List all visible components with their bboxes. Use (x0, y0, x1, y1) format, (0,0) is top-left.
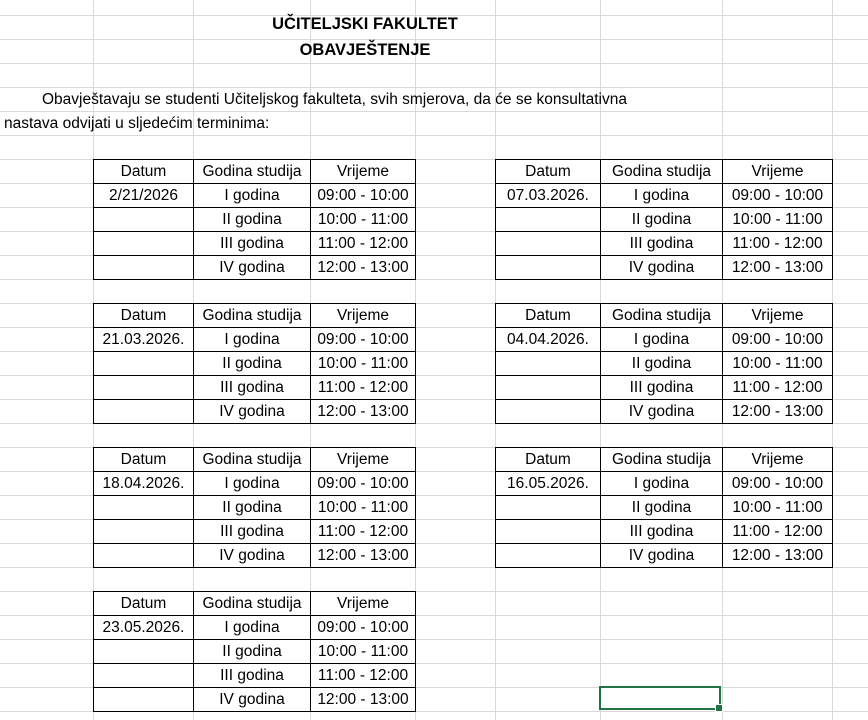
year-cell[interactable]: I godina (194, 328, 311, 352)
time-cell[interactable]: 09:00 - 10:00 (723, 472, 833, 496)
date-cell[interactable] (94, 376, 194, 400)
date-cell[interactable]: 23.05.2026. (94, 616, 194, 640)
time-cell[interactable]: 12:00 - 13:00 (311, 688, 416, 712)
date-cell[interactable] (94, 544, 194, 568)
date-cell[interactable]: 2/21/2026 (94, 184, 194, 208)
column-header[interactable]: Datum (94, 448, 194, 472)
table-row (496, 496, 833, 520)
table-row (94, 688, 416, 712)
time-cell[interactable]: 11:00 - 12:00 (311, 520, 416, 544)
table-row (496, 184, 833, 208)
schedule-table (495, 303, 833, 424)
date-cell[interactable]: 04.04.2026. (496, 328, 601, 352)
fill-handle[interactable] (715, 704, 723, 712)
table-row (94, 640, 416, 664)
date-cell[interactable] (496, 232, 601, 256)
date-cell[interactable] (496, 496, 601, 520)
table-row (94, 400, 416, 424)
year-cell[interactable]: IV godina (601, 256, 723, 280)
table-header-row (496, 304, 833, 328)
time-cell[interactable]: 09:00 - 10:00 (723, 328, 833, 352)
time-cell[interactable]: 11:00 - 12:00 (311, 664, 416, 688)
date-cell[interactable] (94, 664, 194, 688)
time-cell[interactable]: 09:00 - 10:00 (311, 472, 416, 496)
table-row (496, 352, 833, 376)
year-cell[interactable]: IV godina (194, 256, 311, 280)
date-cell[interactable]: 18.04.2026. (94, 472, 194, 496)
time-cell[interactable]: 11:00 - 12:00 (311, 232, 416, 256)
table-row (496, 544, 833, 568)
column-header[interactable]: Vrijeme (723, 448, 833, 472)
time-cell[interactable]: 11:00 - 12:00 (723, 520, 833, 544)
column-header[interactable]: Godina studija (194, 592, 311, 616)
year-cell[interactable]: II godina (194, 352, 311, 376)
time-cell[interactable]: 09:00 - 10:00 (311, 184, 416, 208)
date-cell[interactable] (496, 256, 601, 280)
year-cell[interactable]: II godina (601, 352, 723, 376)
time-cell[interactable]: 10:00 - 11:00 (311, 640, 416, 664)
time-cell[interactable]: 10:00 - 11:00 (311, 352, 416, 376)
date-cell[interactable] (94, 640, 194, 664)
column-header[interactable]: Datum (94, 592, 194, 616)
notice-paragraph-line2: nastava odvijati u sljedećim terminima: (4, 115, 270, 132)
year-cell[interactable]: I godina (601, 472, 723, 496)
year-cell[interactable]: IV godina (194, 688, 311, 712)
column-header[interactable]: Godina studija (194, 304, 311, 328)
year-cell[interactable]: I godina (194, 184, 311, 208)
date-cell[interactable] (496, 352, 601, 376)
year-cell[interactable]: II godina (601, 496, 723, 520)
time-cell[interactable]: 09:00 - 10:00 (311, 328, 416, 352)
date-cell[interactable] (496, 544, 601, 568)
column-header[interactable]: Datum (496, 160, 601, 184)
column-header[interactable]: Vrijeme (311, 592, 416, 616)
date-cell[interactable] (94, 208, 194, 232)
column-header[interactable]: Vrijeme (723, 304, 833, 328)
year-cell[interactable]: III godina (194, 232, 311, 256)
date-cell[interactable] (94, 520, 194, 544)
schedule-table (495, 159, 833, 280)
schedule-table (93, 447, 416, 568)
time-cell[interactable]: 10:00 - 11:00 (723, 352, 833, 376)
time-cell[interactable]: 12:00 - 13:00 (311, 256, 416, 280)
column-header[interactable]: Vrijeme (311, 448, 416, 472)
column-header[interactable]: Godina studija (194, 448, 311, 472)
time-cell[interactable]: 10:00 - 11:00 (311, 208, 416, 232)
schedule-table (93, 591, 416, 712)
table-header-row (496, 160, 833, 184)
column-header[interactable]: Datum (94, 304, 194, 328)
time-cell[interactable]: 12:00 - 13:00 (311, 544, 416, 568)
schedule-table (93, 159, 416, 280)
year-cell[interactable]: IV godina (194, 400, 311, 424)
table-row (496, 232, 833, 256)
table-header-row (94, 304, 416, 328)
table-row (94, 544, 416, 568)
time-cell[interactable]: 12:00 - 13:00 (723, 400, 833, 424)
table-row (94, 352, 416, 376)
table-row (94, 184, 416, 208)
sheet-subtitle: OBAVJEŠTENJE (299, 41, 431, 59)
column-header[interactable]: Datum (496, 304, 601, 328)
table-row (94, 472, 416, 496)
table-row (94, 232, 416, 256)
time-cell[interactable]: 10:00 - 11:00 (723, 496, 833, 520)
table-row (496, 376, 833, 400)
table-row (496, 256, 833, 280)
time-cell[interactable]: 12:00 - 13:00 (723, 544, 833, 568)
date-cell[interactable] (94, 232, 194, 256)
date-cell[interactable] (94, 352, 194, 376)
year-cell[interactable]: II godina (194, 496, 311, 520)
table-row (496, 520, 833, 544)
table-row (496, 208, 833, 232)
table-row (94, 256, 416, 280)
schedule-table (93, 303, 416, 424)
column-header[interactable]: Vrijeme (311, 160, 416, 184)
time-cell[interactable]: 09:00 - 10:00 (311, 616, 416, 640)
table-header-row (94, 160, 416, 184)
table-row (94, 520, 416, 544)
schedule-table (495, 447, 833, 568)
date-cell[interactable] (496, 208, 601, 232)
column-header[interactable]: Datum (496, 448, 601, 472)
sheet-title: UČITELJSKI FAKULTET (272, 15, 458, 33)
year-cell[interactable]: III godina (194, 376, 311, 400)
year-cell[interactable]: III godina (194, 664, 311, 688)
column-header[interactable]: Datum (94, 160, 194, 184)
table-row (94, 496, 416, 520)
date-cell[interactable] (496, 376, 601, 400)
year-cell[interactable]: II godina (601, 208, 723, 232)
table-row (94, 328, 416, 352)
date-cell[interactable]: 07.03.2026. (496, 184, 601, 208)
time-cell[interactable]: 12:00 - 13:00 (311, 400, 416, 424)
year-cell[interactable]: III godina (601, 232, 723, 256)
column-header[interactable]: Godina studija (601, 448, 723, 472)
date-cell[interactable] (94, 496, 194, 520)
table-header-row (496, 448, 833, 472)
year-cell[interactable]: III godina (601, 520, 723, 544)
table-row (94, 664, 416, 688)
time-cell[interactable]: 10:00 - 11:00 (311, 496, 416, 520)
year-cell[interactable]: III godina (194, 520, 311, 544)
column-header[interactable]: Godina studija (601, 304, 723, 328)
date-cell[interactable]: 16.05.2026. (496, 472, 601, 496)
column-header[interactable]: Vrijeme (723, 160, 833, 184)
date-cell[interactable] (496, 400, 601, 424)
year-cell[interactable]: II godina (194, 640, 311, 664)
year-cell[interactable]: II godina (194, 208, 311, 232)
time-cell[interactable]: 11:00 - 12:00 (311, 376, 416, 400)
active-cell-selection[interactable] (599, 686, 721, 710)
column-header[interactable]: Godina studija (601, 160, 723, 184)
table-header-row (94, 448, 416, 472)
year-cell[interactable]: I godina (194, 472, 311, 496)
date-cell[interactable] (94, 256, 194, 280)
time-cell[interactable]: 11:00 - 12:00 (723, 232, 833, 256)
column-header[interactable]: Vrijeme (311, 304, 416, 328)
year-cell[interactable]: IV godina (601, 544, 723, 568)
table-row (94, 616, 416, 640)
time-cell[interactable]: 11:00 - 12:00 (723, 376, 833, 400)
date-cell[interactable] (496, 520, 601, 544)
column-header[interactable]: Godina studija (194, 160, 311, 184)
notice-paragraph-line1: Obavještavaju se studenti Učiteljskog fakulteta, svih smjerova, da će se konsultativna (42, 91, 627, 108)
table-row (94, 208, 416, 232)
table-row (496, 472, 833, 496)
table-row (496, 400, 833, 424)
table-row (94, 376, 416, 400)
table-row (496, 328, 833, 352)
year-cell[interactable]: I godina (601, 328, 723, 352)
year-cell[interactable]: IV godina (194, 544, 311, 568)
time-cell[interactable]: 09:00 - 10:00 (723, 184, 833, 208)
date-cell[interactable] (94, 400, 194, 424)
time-cell[interactable]: 10:00 - 11:00 (723, 208, 833, 232)
year-cell[interactable]: III godina (601, 376, 723, 400)
date-cell[interactable] (94, 688, 194, 712)
year-cell[interactable]: I godina (194, 616, 311, 640)
table-header-row (94, 592, 416, 616)
year-cell[interactable]: I godina (601, 184, 723, 208)
time-cell[interactable]: 12:00 - 13:00 (723, 256, 833, 280)
year-cell[interactable]: IV godina (601, 400, 723, 424)
date-cell[interactable]: 21.03.2026. (94, 328, 194, 352)
